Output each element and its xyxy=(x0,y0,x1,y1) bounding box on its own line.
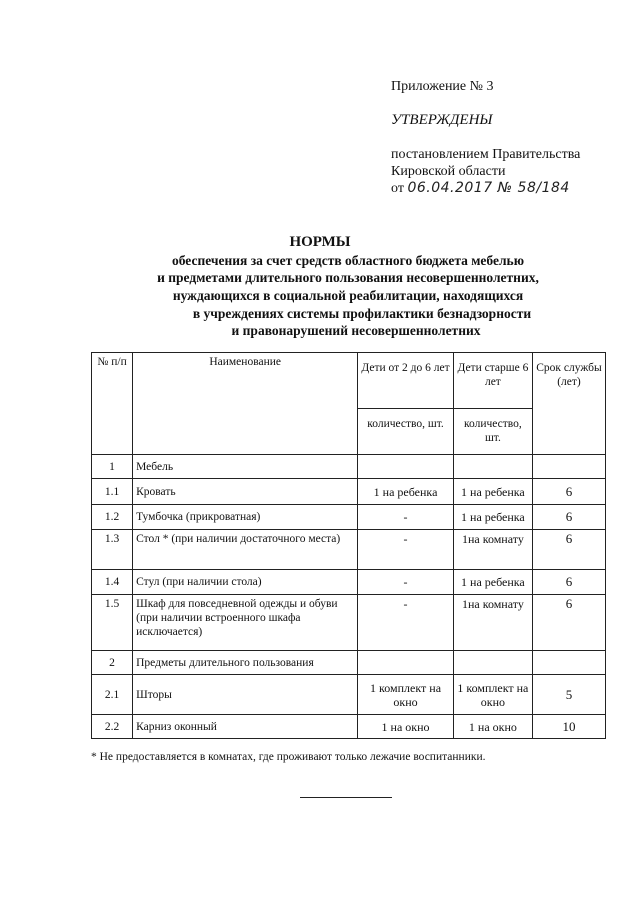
row-children-2-6 xyxy=(358,455,454,479)
row-name: Карниз оконный xyxy=(133,715,358,739)
row-service-life: 6 xyxy=(532,530,605,570)
norms-table xyxy=(91,352,606,739)
table-row xyxy=(92,715,606,739)
approved-label: УТВЕРЖДЕНЫ xyxy=(391,112,493,128)
table-row xyxy=(92,651,606,675)
row-children-2-6: 1 на окно xyxy=(358,715,454,739)
decree-line: постановлением Правительства xyxy=(391,147,581,162)
row-children-2-6: - xyxy=(358,595,454,651)
row-children-over-6: 1 на ребенка xyxy=(453,479,532,505)
row-service-life xyxy=(532,455,605,479)
table-row xyxy=(92,479,606,505)
row-num: 2.2 xyxy=(92,715,133,739)
row-num: 2.1 xyxy=(92,675,133,715)
row-children-2-6: - xyxy=(358,570,454,595)
row-num: 1.1 xyxy=(92,479,133,505)
row-name: Кровать xyxy=(133,479,358,505)
row-num: 1 xyxy=(92,455,133,479)
row-service-life: 5 xyxy=(532,675,605,715)
row-service-life: 6 xyxy=(532,505,605,530)
row-num: 1.5 xyxy=(92,595,133,651)
table-row xyxy=(92,505,606,530)
table-row xyxy=(92,595,606,651)
end-divider xyxy=(300,797,392,798)
row-num: 1.3 xyxy=(92,530,133,570)
row-name: Предметы длительного пользования xyxy=(133,651,358,675)
header-qty-a: количество, шт. xyxy=(358,409,454,455)
row-num: 2 xyxy=(92,651,133,675)
row-name: Стул (при наличии стола) xyxy=(133,570,358,595)
row-name: Тумбочка (прикроватная) xyxy=(133,505,358,530)
row-name: Стол * (при наличии достаточного места) xyxy=(133,530,358,570)
date-prefix: от xyxy=(391,181,404,196)
table-row xyxy=(92,530,606,570)
row-num: 1.2 xyxy=(92,505,133,530)
row-children-2-6 xyxy=(358,651,454,675)
row-name: Мебель xyxy=(133,455,358,479)
row-children-over-6: 1 комплект на окно xyxy=(453,675,532,715)
header-children-over-6: Дети старше 6 лет xyxy=(453,353,532,409)
row-service-life xyxy=(532,651,605,675)
header-service-life: Срок службы (лет) xyxy=(532,353,605,455)
table-row xyxy=(92,570,606,595)
row-children-2-6: - xyxy=(358,530,454,570)
row-children-over-6: 1 на ребенка xyxy=(453,505,532,530)
appendix-number: Приложение № 3 xyxy=(391,79,494,94)
title-line-5: и правонарушений несовершеннолетних xyxy=(231,323,481,338)
row-children-over-6: 1на комнату xyxy=(453,530,532,570)
title-line-1: обеспечения за счет средств областного бюджета мебелью xyxy=(171,253,525,268)
footnote: * Не предоставляется в комнатах, где проживают только лежачие воспитанники. xyxy=(91,751,486,763)
table-row xyxy=(92,675,606,715)
row-children-2-6: - xyxy=(358,505,454,530)
row-children-over-6 xyxy=(453,651,532,675)
region-line: Кировской области xyxy=(391,164,506,179)
title-main: НОРМЫ xyxy=(289,234,351,250)
header-row xyxy=(92,353,606,409)
row-name: Шкаф для повседневной одежды и обуви (при наличии встроенного шкафа исключается) xyxy=(133,595,358,651)
row-children-2-6: 1 комплект на окно xyxy=(358,675,454,715)
row-name: Шторы xyxy=(133,675,358,715)
title-line-3: нуждающихся в социальной реабилитации, находящихся xyxy=(172,288,524,303)
title-line-4: в учреждениях системы профилактики безнадзорности xyxy=(192,306,532,321)
title-line-2: и предметами длительного пользования несовершеннолетних, xyxy=(157,270,539,285)
decree-date-line xyxy=(391,180,631,197)
header-num: № п/п xyxy=(92,353,133,455)
row-service-life: 6 xyxy=(532,479,605,505)
row-service-life: 6 xyxy=(532,570,605,595)
row-children-over-6 xyxy=(453,455,532,479)
row-children-2-6: 1 на ребенка xyxy=(358,479,454,505)
header-children-2-6: Дети от 2 до 6 лет xyxy=(358,353,454,409)
header-name: Наименование xyxy=(133,353,358,455)
table-row xyxy=(92,455,606,479)
row-children-over-6: 1 на ребенка xyxy=(453,570,532,595)
row-children-over-6: 1на комнату xyxy=(453,595,532,651)
row-num: 1.4 xyxy=(92,570,133,595)
row-service-life: 10 xyxy=(532,715,605,739)
row-service-life: 6 xyxy=(532,595,605,651)
header-qty-b: количество, шт. xyxy=(453,409,532,455)
row-children-over-6: 1 на окно xyxy=(453,715,532,739)
handwritten-date-number: 06.04.2017 № 58/184 xyxy=(407,180,570,196)
